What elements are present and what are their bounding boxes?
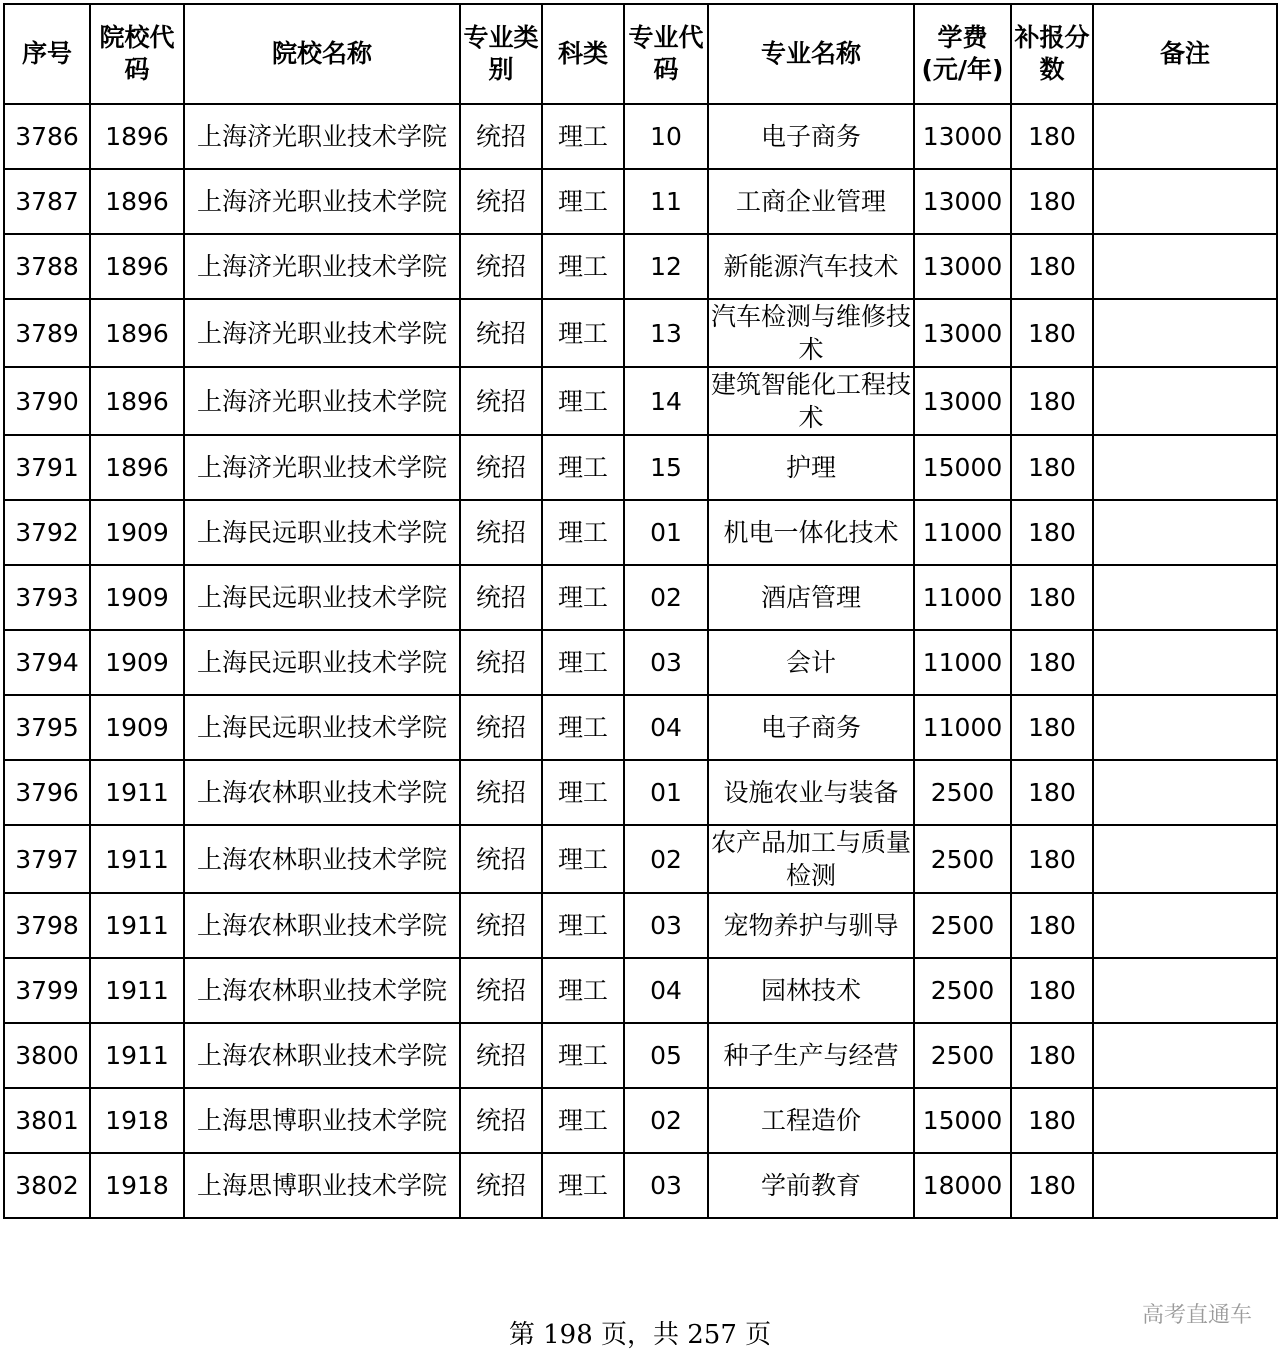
cell-score: 180	[1011, 435, 1093, 500]
cell-score: 180	[1011, 1153, 1093, 1218]
cell-remark	[1093, 825, 1277, 893]
cell-school-code: 1911	[90, 893, 184, 958]
cell-school-code: 1896	[90, 435, 184, 500]
cell-seq: 3788	[4, 234, 90, 299]
cell-major-name: 园林技术	[708, 958, 914, 1023]
cell-major-code: 15	[624, 435, 708, 500]
cell-subject: 理工	[542, 1088, 624, 1153]
cell-major-type: 统招	[460, 435, 542, 500]
cell-subject: 理工	[542, 958, 624, 1023]
header-major-code: 专业代码	[624, 4, 708, 104]
cell-school-code: 1911	[90, 1023, 184, 1088]
cell-seq: 3787	[4, 169, 90, 234]
cell-seq: 3791	[4, 435, 90, 500]
table-row	[4, 1088, 1277, 1153]
table-row	[4, 825, 1277, 893]
cell-school-name: 上海民远职业技术学院	[184, 565, 460, 630]
cell-school-code: 1911	[90, 760, 184, 825]
cell-tuition: 11000	[914, 630, 1011, 695]
cell-seq: 3798	[4, 893, 90, 958]
cell-subject: 理工	[542, 565, 624, 630]
cell-school-code: 1896	[90, 367, 184, 435]
table-row	[4, 630, 1277, 695]
cell-major-type: 统招	[460, 500, 542, 565]
cell-remark	[1093, 760, 1277, 825]
cell-major-name: 护理	[708, 435, 914, 500]
cell-school-code: 1909	[90, 500, 184, 565]
cell-major-code: 04	[624, 958, 708, 1023]
cell-score: 180	[1011, 1023, 1093, 1088]
cell-score: 180	[1011, 1088, 1093, 1153]
cell-tuition: 11000	[914, 500, 1011, 565]
header-tuition: 学费(元/年)	[914, 4, 1011, 104]
cell-score: 180	[1011, 367, 1093, 435]
table-row	[4, 500, 1277, 565]
header-school-code: 院校代码	[90, 4, 184, 104]
cell-score: 180	[1011, 760, 1093, 825]
cell-major-code: 02	[624, 565, 708, 630]
cell-subject: 理工	[542, 500, 624, 565]
cell-school-code: 1896	[90, 234, 184, 299]
cell-school-name: 上海济光职业技术学院	[184, 169, 460, 234]
cell-school-code: 1909	[90, 695, 184, 760]
cell-major-type: 统招	[460, 1088, 542, 1153]
cell-tuition: 2500	[914, 760, 1011, 825]
cell-major-type: 统招	[460, 367, 542, 435]
cell-school-name: 上海济光职业技术学院	[184, 367, 460, 435]
cell-subject: 理工	[542, 104, 624, 169]
cell-major-code: 13	[624, 299, 708, 367]
cell-major-type: 统招	[460, 299, 542, 367]
cell-tuition: 15000	[914, 1088, 1011, 1153]
cell-score: 180	[1011, 299, 1093, 367]
cell-major-code: 02	[624, 825, 708, 893]
cell-score: 180	[1011, 893, 1093, 958]
cell-major-name: 设施农业与装备	[708, 760, 914, 825]
cell-subject: 理工	[542, 367, 624, 435]
cell-major-name: 电子商务	[708, 104, 914, 169]
cell-seq: 3793	[4, 565, 90, 630]
cell-subject: 理工	[542, 893, 624, 958]
cell-school-code: 1896	[90, 299, 184, 367]
cell-remark	[1093, 1088, 1277, 1153]
cell-school-code: 1911	[90, 825, 184, 893]
cell-seq: 3790	[4, 367, 90, 435]
cell-score: 180	[1011, 825, 1093, 893]
cell-school-code: 1911	[90, 958, 184, 1023]
cell-remark	[1093, 299, 1277, 367]
cell-school-code: 1918	[90, 1153, 184, 1218]
table-row	[4, 234, 1277, 299]
cell-major-code: 01	[624, 500, 708, 565]
table-row	[4, 1023, 1277, 1088]
cell-major-type: 统招	[460, 565, 542, 630]
cell-remark	[1093, 367, 1277, 435]
cell-major-code: 12	[624, 234, 708, 299]
header-seq: 序号	[4, 4, 90, 104]
header-remark: 备注	[1093, 4, 1277, 104]
cell-score: 180	[1011, 104, 1093, 169]
cell-score: 180	[1011, 234, 1093, 299]
cell-tuition: 15000	[914, 435, 1011, 500]
header-major-name: 专业名称	[708, 4, 914, 104]
table-row	[4, 695, 1277, 760]
cell-school-name: 上海济光职业技术学院	[184, 299, 460, 367]
cell-school-name: 上海农林职业技术学院	[184, 893, 460, 958]
cell-tuition: 2500	[914, 825, 1011, 893]
cell-major-code: 05	[624, 1023, 708, 1088]
cell-school-code: 1909	[90, 565, 184, 630]
cell-major-code: 10	[624, 104, 708, 169]
cell-remark	[1093, 695, 1277, 760]
cell-remark	[1093, 893, 1277, 958]
cell-school-name: 上海民远职业技术学院	[184, 630, 460, 695]
cell-seq: 3786	[4, 104, 90, 169]
cell-tuition: 13000	[914, 367, 1011, 435]
cell-tuition: 11000	[914, 565, 1011, 630]
table-body	[4, 104, 1277, 1218]
table-row	[4, 435, 1277, 500]
cell-major-type: 统招	[460, 234, 542, 299]
cell-major-code: 04	[624, 695, 708, 760]
cell-score: 180	[1011, 958, 1093, 1023]
cell-subject: 理工	[542, 234, 624, 299]
cell-school-name: 上海农林职业技术学院	[184, 760, 460, 825]
cell-score: 180	[1011, 169, 1093, 234]
cell-major-name: 种子生产与经营	[708, 1023, 914, 1088]
cell-seq: 3801	[4, 1088, 90, 1153]
cell-school-name: 上海济光职业技术学院	[184, 234, 460, 299]
cell-major-name: 汽车检测与维修技术	[708, 299, 914, 367]
cell-subject: 理工	[542, 825, 624, 893]
cell-remark	[1093, 1153, 1277, 1218]
cell-school-name: 上海济光职业技术学院	[184, 435, 460, 500]
cell-school-name: 上海济光职业技术学院	[184, 104, 460, 169]
page-number: 第 198 页，共 257 页	[508, 1320, 772, 1350]
cell-school-name: 上海思博职业技术学院	[184, 1153, 460, 1218]
cell-remark	[1093, 234, 1277, 299]
cell-major-type: 统招	[460, 1153, 542, 1218]
cell-remark	[1093, 1023, 1277, 1088]
cell-score: 180	[1011, 630, 1093, 695]
table-row	[4, 169, 1277, 234]
watermark: 高考直通车	[1141, 1303, 1252, 1328]
cell-tuition: 13000	[914, 104, 1011, 169]
cell-tuition: 13000	[914, 169, 1011, 234]
header-row	[4, 4, 1277, 104]
cell-school-name: 上海民远职业技术学院	[184, 500, 460, 565]
cell-major-type: 统招	[460, 169, 542, 234]
cell-major-name: 工商企业管理	[708, 169, 914, 234]
cell-tuition: 13000	[914, 299, 1011, 367]
cell-school-name: 上海民远职业技术学院	[184, 695, 460, 760]
cell-tuition: 2500	[914, 958, 1011, 1023]
header-subject: 科类	[542, 4, 624, 104]
cell-major-code: 01	[624, 760, 708, 825]
table-row	[4, 1153, 1277, 1218]
cell-subject: 理工	[542, 760, 624, 825]
cell-major-name: 工程造价	[708, 1088, 914, 1153]
cell-school-name: 上海农林职业技术学院	[184, 1023, 460, 1088]
cell-school-code: 1896	[90, 104, 184, 169]
cell-seq: 3797	[4, 825, 90, 893]
cell-major-name: 新能源汽车技术	[708, 234, 914, 299]
cell-major-type: 统招	[460, 958, 542, 1023]
cell-seq: 3792	[4, 500, 90, 565]
cell-major-name: 学前教育	[708, 1153, 914, 1218]
cell-subject: 理工	[542, 1153, 624, 1218]
table-row	[4, 299, 1277, 367]
cell-major-name: 会计	[708, 630, 914, 695]
cell-major-code: 03	[624, 630, 708, 695]
header-school-name: 院校名称	[184, 4, 460, 104]
cell-remark	[1093, 169, 1277, 234]
cell-remark	[1093, 500, 1277, 565]
cell-score: 180	[1011, 565, 1093, 630]
cell-major-code: 11	[624, 169, 708, 234]
cell-tuition: 18000	[914, 1153, 1011, 1218]
admission-table	[3, 3, 1278, 1219]
cell-subject: 理工	[542, 1023, 624, 1088]
cell-remark	[1093, 958, 1277, 1023]
cell-remark	[1093, 565, 1277, 630]
table-row	[4, 367, 1277, 435]
cell-major-code: 02	[624, 1088, 708, 1153]
table-row	[4, 958, 1277, 1023]
cell-major-type: 统招	[460, 760, 542, 825]
cell-tuition: 13000	[914, 234, 1011, 299]
cell-subject: 理工	[542, 630, 624, 695]
cell-school-name: 上海思博职业技术学院	[184, 1088, 460, 1153]
cell-major-type: 统招	[460, 630, 542, 695]
cell-seq: 3789	[4, 299, 90, 367]
cell-remark	[1093, 435, 1277, 500]
cell-major-name: 宠物养护与驯导	[708, 893, 914, 958]
cell-tuition: 11000	[914, 695, 1011, 760]
cell-subject: 理工	[542, 695, 624, 760]
cell-subject: 理工	[542, 299, 624, 367]
cell-major-name: 机电一体化技术	[708, 500, 914, 565]
cell-score: 180	[1011, 695, 1093, 760]
header-score: 补报分数	[1011, 4, 1093, 104]
table-row	[4, 104, 1277, 169]
cell-major-code: 03	[624, 893, 708, 958]
cell-major-type: 统招	[460, 104, 542, 169]
cell-major-type: 统招	[460, 893, 542, 958]
header-major-type: 专业类别	[460, 4, 542, 104]
table-row	[4, 565, 1277, 630]
cell-remark	[1093, 630, 1277, 695]
cell-subject: 理工	[542, 435, 624, 500]
cell-seq: 3794	[4, 630, 90, 695]
cell-major-type: 统招	[460, 825, 542, 893]
cell-school-code: 1918	[90, 1088, 184, 1153]
table-row	[4, 893, 1277, 958]
cell-score: 180	[1011, 500, 1093, 565]
cell-major-type: 统招	[460, 695, 542, 760]
cell-tuition: 2500	[914, 893, 1011, 958]
cell-seq: 3796	[4, 760, 90, 825]
cell-tuition: 2500	[914, 1023, 1011, 1088]
cell-major-name: 电子商务	[708, 695, 914, 760]
cell-school-name: 上海农林职业技术学院	[184, 958, 460, 1023]
cell-major-name: 农产品加工与质量检测	[708, 825, 914, 893]
table-row	[4, 760, 1277, 825]
cell-seq: 3795	[4, 695, 90, 760]
table-header	[4, 4, 1277, 104]
cell-seq: 3800	[4, 1023, 90, 1088]
cell-major-type: 统招	[460, 1023, 542, 1088]
cell-subject: 理工	[542, 169, 624, 234]
cell-school-code: 1896	[90, 169, 184, 234]
cell-seq: 3802	[4, 1153, 90, 1218]
cell-school-code: 1909	[90, 630, 184, 695]
cell-seq: 3799	[4, 958, 90, 1023]
cell-major-name: 建筑智能化工程技术	[708, 367, 914, 435]
cell-major-code: 14	[624, 367, 708, 435]
cell-remark	[1093, 104, 1277, 169]
cell-major-code: 03	[624, 1153, 708, 1218]
cell-school-name: 上海农林职业技术学院	[184, 825, 460, 893]
cell-major-name: 酒店管理	[708, 565, 914, 630]
